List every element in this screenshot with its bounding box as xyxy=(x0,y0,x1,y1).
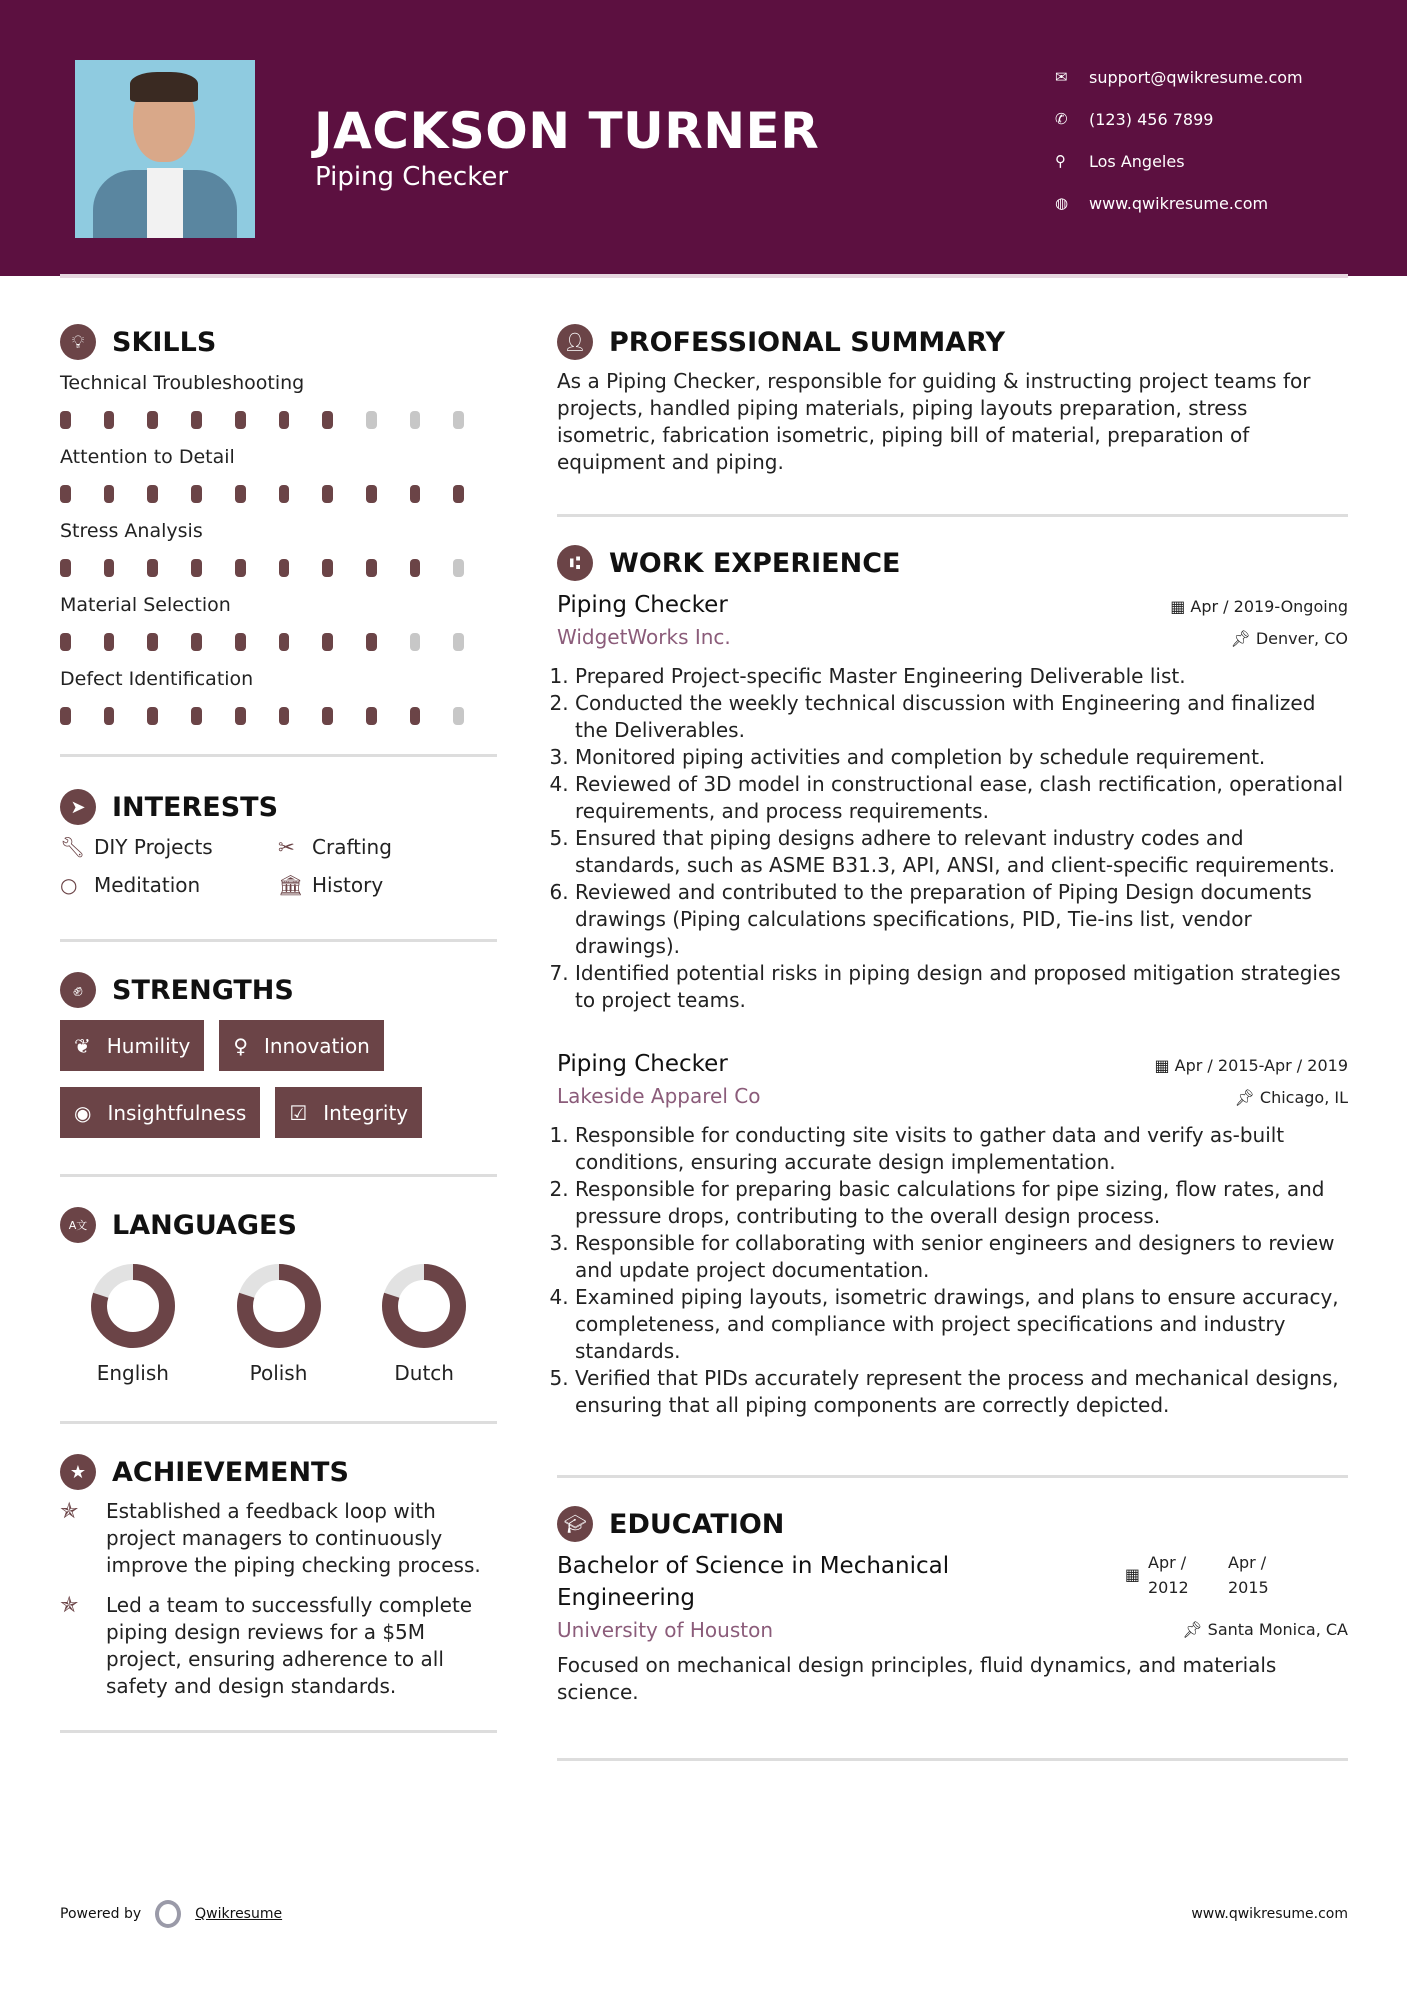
section-title: EDUCATION xyxy=(609,1508,785,1540)
map-marker-icon: ⚲ xyxy=(1055,152,1066,170)
rating-dot xyxy=(60,633,71,651)
rating-dot xyxy=(147,707,158,725)
section-title: PROFESSIONAL SUMMARY xyxy=(609,326,1006,358)
strength-label: Integrity xyxy=(323,1100,409,1125)
left-column xyxy=(60,322,497,1733)
achievement-item xyxy=(60,1498,497,1579)
job-bullet: 1. Prepared Project-specific Master Engineering Deliverable list. xyxy=(575,663,1348,690)
rating-dot xyxy=(60,707,71,725)
pin-icon: 📌︎ xyxy=(1234,1088,1260,1107)
language-donut xyxy=(379,1261,469,1351)
interest-item xyxy=(278,873,496,897)
jobs-list xyxy=(557,589,1348,1419)
rating-dot xyxy=(410,633,421,651)
rating-dot xyxy=(366,411,377,429)
strength-tag xyxy=(275,1087,422,1138)
strengths-list xyxy=(60,1020,497,1138)
rating-dot xyxy=(191,633,202,651)
strength-tag xyxy=(60,1087,260,1138)
rating-dot xyxy=(279,559,290,577)
rating-dot xyxy=(453,411,464,429)
skill-rating xyxy=(60,472,497,516)
strength-label: Innovation xyxy=(263,1033,370,1058)
education-text: Focused on mechanical design principles, fluid dynamics, and materials science. xyxy=(557,1653,1277,1704)
rating-dot xyxy=(279,485,290,503)
eye-icon: ◉ xyxy=(74,1100,92,1125)
rating-dot xyxy=(453,559,464,577)
rating-dot xyxy=(366,559,377,577)
strength-label: Humility xyxy=(106,1033,191,1058)
job-title: Piping Checker xyxy=(557,592,728,618)
calendar-icon: ▦ xyxy=(1170,597,1191,616)
contact-email[interactable] xyxy=(1055,56,1303,98)
strength-tag xyxy=(219,1020,384,1071)
job-bullet: 7. Identified potential risks in piping design and proposed mitigation strategies to project teams. xyxy=(575,960,1348,1014)
footer xyxy=(60,1900,1348,1928)
job-dates: Apr / 2019-Ongoing xyxy=(1190,597,1348,616)
skill-rating xyxy=(60,398,497,442)
stars-icon: ✯ xyxy=(60,1499,79,1524)
education-dates xyxy=(1125,1550,1308,1600)
rating-dot xyxy=(322,707,333,725)
strengths-header xyxy=(60,970,497,1010)
rating-dot xyxy=(279,411,290,429)
job-location: Chicago, IL xyxy=(1259,1088,1348,1107)
rating-dot xyxy=(147,633,158,651)
rating-dot xyxy=(235,707,246,725)
strength-tag xyxy=(60,1020,204,1071)
interest-item xyxy=(60,873,278,897)
language-name: English xyxy=(96,1361,169,1385)
rating-dot xyxy=(279,633,290,651)
check-square-icon: ☑ xyxy=(289,1100,308,1125)
education-location: Santa Monica, CA xyxy=(1207,1620,1348,1639)
achievement-text: Established a feedback loop with project managers to continuously improve the piping checking process. xyxy=(106,1499,481,1577)
rating-dot xyxy=(191,707,202,725)
profile-photo xyxy=(75,60,255,238)
work-header xyxy=(557,543,1348,583)
language-item xyxy=(60,1261,206,1385)
rating-dot xyxy=(410,411,421,429)
strength-label: Insightfulness xyxy=(107,1100,247,1125)
job-bullets xyxy=(557,663,1348,1014)
office-chair-icon: ⑆ xyxy=(557,545,593,581)
job-bullet: 4. Examined piping layouts, isometric drawings, and plans to ensure accuracy, completeness, and compliance with project specifications and industry standards. xyxy=(575,1284,1348,1365)
rating-dot xyxy=(410,559,421,577)
skills-list xyxy=(60,368,497,738)
wrench-icon: 🔧︎ xyxy=(60,835,86,859)
contact-list xyxy=(1055,56,1303,224)
leaf-icon: ❦ xyxy=(74,1033,91,1058)
rating-dot xyxy=(410,707,421,725)
rating-dot xyxy=(235,559,246,577)
rating-dot xyxy=(453,485,464,503)
interest-label: Crafting xyxy=(312,835,392,859)
candidate-role: Piping Checker xyxy=(315,162,509,192)
rating-dot xyxy=(235,485,246,503)
language-item xyxy=(351,1261,497,1385)
job-bullet: 5. Verified that PIDs accurately represent the process and mechanical designs, ensuring that all piping components are correctly depicted. xyxy=(575,1365,1348,1419)
section-title: STRENGTHS xyxy=(112,974,294,1006)
job-entry xyxy=(557,589,1348,1014)
contact-text: Los Angeles xyxy=(1089,151,1185,171)
education-entry xyxy=(557,1550,1348,1614)
rating-dot xyxy=(60,485,71,503)
interest-item xyxy=(278,835,496,859)
calendar-icon: ▦ xyxy=(1154,1056,1175,1075)
contact-phone xyxy=(1055,98,1303,140)
job-bullet: 3. Responsible for collaborating with senior engineers and designers to review and update project documentation. xyxy=(575,1230,1348,1284)
rating-dot xyxy=(322,559,333,577)
job-bullet: 6. Reviewed and contributed to the preparation of Piping Design documents drawings (Piping calculations specifications, PID, Tie-ins list, vendor drawings). xyxy=(575,879,1348,960)
contact-website[interactable] xyxy=(1055,182,1303,224)
job-bullets xyxy=(557,1122,1348,1419)
candidate-name: JACKSON TURNER xyxy=(314,102,820,160)
rating-dot xyxy=(235,633,246,651)
rating-dot xyxy=(453,633,464,651)
job-bullet: 2. Responsible for preparing basic calculations for pipe sizing, flow rates, and pressure drops, contributing to the overall design process. xyxy=(575,1176,1348,1230)
skill-rating xyxy=(60,546,497,590)
achievement-text: Led a team to successfully complete piping design reviews for a $5M project, ensuring adherence to all safety and design standards. xyxy=(106,1593,473,1698)
rating-dot xyxy=(322,485,333,503)
footer-website[interactable]: www.qwikresume.com xyxy=(1191,1906,1348,1922)
envelope-icon: ✉ xyxy=(1055,68,1068,86)
languages-header xyxy=(60,1205,497,1245)
job-location: Denver, CO xyxy=(1255,629,1348,648)
star-badge-icon: ★ xyxy=(60,1454,96,1490)
achievement-item xyxy=(60,1592,497,1700)
interest-label: Meditation xyxy=(94,873,201,897)
education-header xyxy=(557,1504,1348,1544)
rating-dot xyxy=(104,633,115,651)
section-title: SKILLS xyxy=(112,326,217,358)
rating-dot xyxy=(191,559,202,577)
skill-rating xyxy=(60,694,497,738)
rating-dot xyxy=(366,485,377,503)
rating-dot xyxy=(279,707,290,725)
contact-text: support@qwikresume.com xyxy=(1089,67,1303,87)
rating-dot xyxy=(191,485,202,503)
skill-label: Material Selection xyxy=(60,594,231,616)
rating-dot xyxy=(410,485,421,503)
skill-label: Stress Analysis xyxy=(60,520,203,542)
rating-dot xyxy=(322,411,333,429)
job-bullet: 3. Monitored piping activities and completion by schedule requirement. xyxy=(575,744,1348,771)
bank-icon: 🏛︎ xyxy=(278,873,304,897)
section-title: INTERESTS xyxy=(112,791,279,823)
divider xyxy=(557,514,1348,517)
contact-text: (123) 456 7899 xyxy=(1089,109,1214,129)
rating-dot xyxy=(322,633,333,651)
language-item xyxy=(206,1261,352,1385)
language-name: Dutch xyxy=(394,1361,454,1385)
divider xyxy=(60,939,497,942)
summary-header xyxy=(557,322,1348,362)
job-title: Piping Checker xyxy=(557,1051,728,1077)
calendar-icon: ▦ xyxy=(1124,1565,1140,1584)
rating-dot xyxy=(104,485,115,503)
interest-item xyxy=(60,835,278,859)
graduate-icon: 🎓︎ xyxy=(557,1506,593,1542)
fist-icon: ✊︎ xyxy=(60,972,96,1008)
scissors-icon: ✂ xyxy=(278,835,295,859)
contact-text: www.qwikresume.com xyxy=(1089,193,1269,213)
skill-rating xyxy=(60,620,497,664)
job-entry xyxy=(557,1048,1348,1419)
rating-dot xyxy=(147,411,158,429)
lightbulb-icon: ♀ xyxy=(233,1033,248,1058)
job-bullet: 2. Conducted the weekly technical discussion with Engineering and finalized the Deliverables. xyxy=(575,690,1348,744)
user-icon: 👤︎ xyxy=(557,324,593,360)
degree: Bachelor of Science in Mechanical Engineering xyxy=(557,1553,950,1611)
section-title: WORK EXPERIENCE xyxy=(609,547,901,579)
circle-icon: ○ xyxy=(60,873,78,897)
school: University of Houston xyxy=(557,1618,774,1642)
rating-dot xyxy=(104,411,115,429)
rating-dot xyxy=(60,411,71,429)
skills-header xyxy=(60,322,497,362)
rating-dot xyxy=(191,411,202,429)
company: Lakeside Apparel Co xyxy=(557,1084,761,1108)
job-bullet: 1. Responsible for conducting site visits to gather data and verify as-built conditions, ensuring accurate design implementation. xyxy=(575,1122,1348,1176)
language-donut xyxy=(234,1261,324,1351)
qwikresume-logo xyxy=(155,1900,181,1928)
rating-dot xyxy=(453,707,464,725)
section-title: ACHIEVEMENTS xyxy=(112,1456,349,1488)
rating-dot xyxy=(104,707,115,725)
skill-label: Defect Identification xyxy=(60,668,254,690)
divider xyxy=(60,1421,497,1424)
phone-icon: ✆ xyxy=(1055,110,1068,128)
interest-label: DIY Projects xyxy=(94,835,213,859)
divider xyxy=(60,1174,497,1177)
job-bullet: 5. Ensured that piping designs adhere to relevant industry codes and standards, such as ASME B31.3, API, ANSI, and client-specific requirements. xyxy=(575,825,1348,879)
job-dates: Apr / 2015-Apr / 2019 xyxy=(1174,1056,1348,1075)
job-bullet: 4. Reviewed of 3D model in constructional ease, clash rectification, operational requirements, and process requirements. xyxy=(575,771,1348,825)
start-date: Apr / 2012 xyxy=(1148,1553,1189,1597)
company: WidgetWorks Inc. xyxy=(557,625,731,649)
stars-icon: ✯ xyxy=(60,1593,79,1618)
header-divider xyxy=(60,274,1348,278)
pin-icon: 📌︎ xyxy=(1182,1620,1208,1639)
language-icon: A文 xyxy=(60,1207,96,1243)
lightbulb-icon: 💡︎ xyxy=(60,324,96,360)
rating-dot xyxy=(104,559,115,577)
contact-location xyxy=(1055,140,1303,182)
interest-label: History xyxy=(312,873,384,897)
divider xyxy=(60,754,497,757)
rating-dot xyxy=(366,633,377,651)
skill-label: Technical Troubleshooting xyxy=(60,372,305,394)
globe-icon: ◍ xyxy=(1055,194,1069,212)
rating-dot xyxy=(147,559,158,577)
pin-icon: 📌︎ xyxy=(1230,629,1256,648)
rating-dot xyxy=(60,559,71,577)
achievements-header xyxy=(60,1452,497,1492)
divider xyxy=(557,1475,1348,1478)
interests-header xyxy=(60,787,497,827)
end-date: Apr / 2015 xyxy=(1228,1553,1269,1597)
divider xyxy=(557,1758,1348,1761)
paper-plane-icon: ➤ xyxy=(60,789,96,825)
language-name: Polish xyxy=(249,1361,308,1385)
right-column xyxy=(557,322,1348,1761)
section-title: LANGUAGES xyxy=(112,1209,297,1241)
skill-label: Attention to Detail xyxy=(60,446,235,468)
rating-dot xyxy=(147,485,158,503)
brand-link[interactable]: Qwikresume xyxy=(195,1906,283,1922)
powered-by: Powered by xyxy=(60,1906,142,1922)
interests-list xyxy=(60,835,497,897)
rating-dot xyxy=(235,411,246,429)
language-donut xyxy=(88,1261,178,1351)
summary-text: As a Piping Checker, responsible for guiding & instructing project teams for projects, handled piping materials, piping layouts preparation, stress isometric, fabrication isometric, piping bill of material, preparation of equipment and piping. xyxy=(557,369,1311,474)
divider xyxy=(60,1730,497,1733)
languages-list xyxy=(60,1261,497,1385)
rating-dot xyxy=(366,707,377,725)
